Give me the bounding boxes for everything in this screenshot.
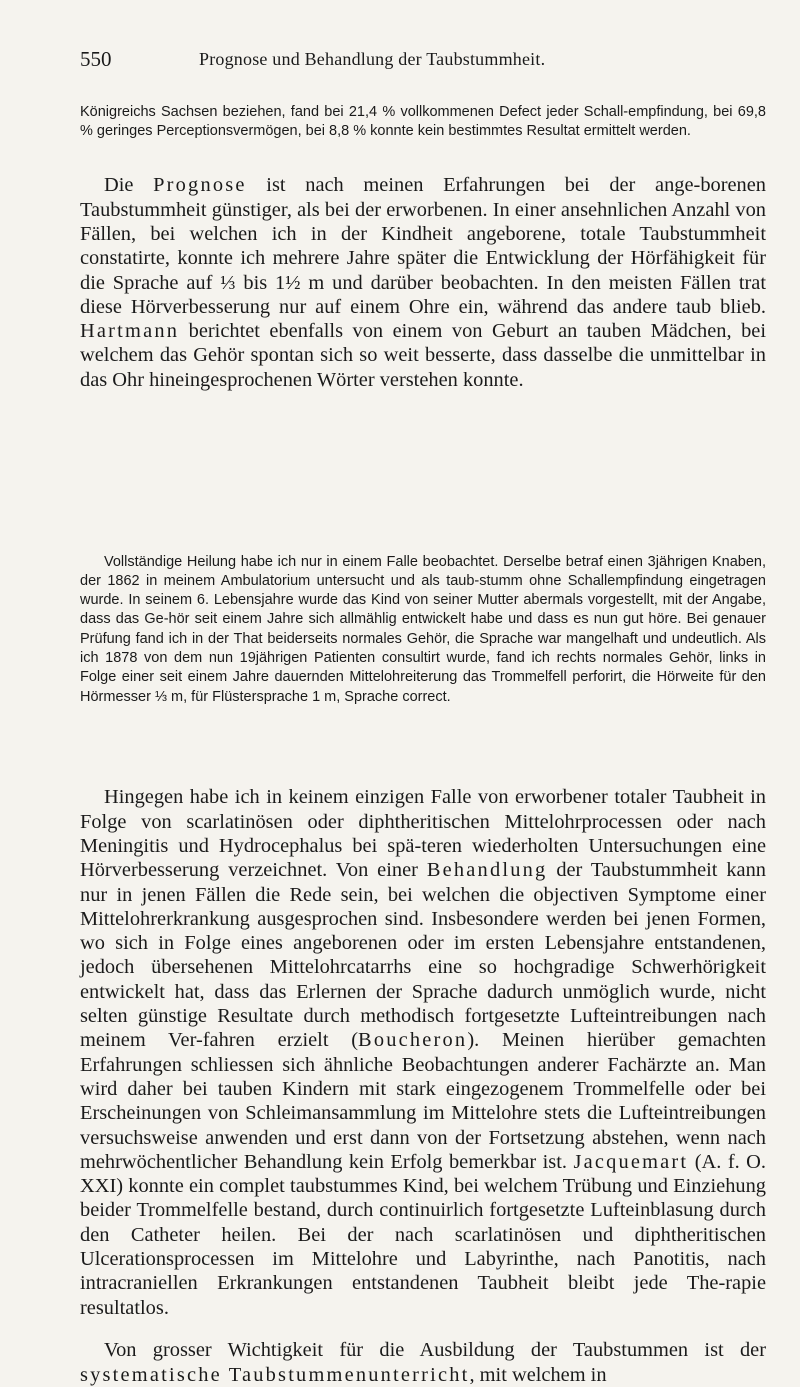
text-run: ist nach meinen Erfahrungen bei der ange-borenen Taubstummheit günstiger, als bei der erworbenen. In einer ansehnlichen Anzahl von Fällen, bei welchen ich in der Kindheit angeborene, totale Taubstummheit constatirte, konnte ich mehrere Jahre später die Entwicklung der Hörfähigkeit für die Sprache auf ⅓ bis 1½ m und darüber beobachten. In den meisten Fällen trat diese Hörverbesserung nur auf einem Ohre ein, während das andere taub blieb. — [80, 174, 766, 318]
running-title: Prognose und Behandlung der Taubstummheit. — [199, 49, 546, 69]
paragraph-unterricht — [80, 1338, 766, 1387]
text-run: ). Meinen hierüber gemachten Erfahrungen schliessen sich ähnliche Beobachtungen anderer Fachärzte an. Man wird daher bei tauben Kindern mit stark eingezogenem Trommelfelle oder bei Erscheinungen von Schleimansammlung im Mittelohre stets die Lufteintreibungen versuchsweise anwenden und erst dann von der Fortsetzung abstehen, wenn nach mehrwöchentlicher Behandlung kein Erfolg bemerkbar ist. — [80, 1029, 766, 1173]
spaced-name-jacquemart: Jacquemart — [573, 1150, 689, 1173]
text-run: berichtet ebenfalls von einem von Geburt an tauben Mädchen, bei welchem das Gehör spontan sich so weit besserte, dass dasselbe die unmittelbar in das Ohr hineingesprochenen Wörter verstehen konnte. — [80, 320, 766, 391]
spaced-term-unterricht: systematische Taubstummenunterricht — [80, 1363, 470, 1386]
spaced-name-hartmann: Hartmann — [80, 320, 180, 343]
text-run: Die — [104, 174, 154, 197]
paragraph-behandlung — [80, 785, 766, 1320]
paragraph-case-report: Vollständige Heilung habe ich nur in einem Falle beobachtet. Derselbe betraf einen 3jährigen Knaben, der 1862 in meinem Ambulatorium untersucht und als taub-stumm ohne Schallempfindung eingetragen wurde. In seinem 6. Lebensjahre wurde das Kind von seiner Mutter abermals vorgestellt, mit der Angabe, dass das Ge-hör seit einem Jahre sich allmählig entwickelt habe und dass es nun gut höre. Bei genauer Prüfung fand ich in der That beiderseits normales Gehör, die Sprache war mangelhaft und undeutlich. Als ich 1878 von dem nun 19jährigen Patienten consultirt wurde, fand ich rechts normales Gehör, links in Folge einer seit einem Jahre dauernden Mittelohreiterung das Trommelfell perforirt, die Hörweite für den Hörmesser ⅓ m, für Flüstersprache 1 m, Sprache correct. — [80, 553, 766, 705]
spaced-term-behandlung: Behandlung — [426, 859, 548, 882]
text-run: , mit welchem in — [469, 1363, 607, 1386]
text-run: Von grosser Wichtigkeit für die Ausbildung der Taubstummen ist der — [104, 1339, 766, 1362]
spaced-name-boucheron: Boucheron — [358, 1029, 468, 1052]
spaced-term-prognose: Prognose — [153, 174, 247, 197]
page-number: 550 — [80, 47, 112, 71]
text-run: der Taubstummheit kann nur in jenen Fällen die Rede sein, bei welchen die objectiven Symptome einer Mittelohrerkrankung ausgesprochen sind. Insbesondere werden bei jenen Formen, wo sich in Folge eines angeborenen oder im ersten Lebensjahre entstandenen, jedoch übersehenen Mittelohrcatarrhs eine so hochgradige Schwerhörigkeit entwickelt hat, dass das Erlernen der Sprache dadurch unmöglich wurde, nicht selten günstige Resultate durch methodisch fortgesetzte Lufteintreibungen nach meinem Ver-fahren erzielt ( — [80, 859, 766, 1052]
running-head — [80, 47, 766, 75]
paragraph-statistics: Königreichs Sachsen beziehen, fand bei 21,4 % vollkommenen Defect jeder Schall-empfindung, bei 69,8 % geringes Perceptionsvermögen, bei 8,8 % konnte kein bestimmtes Resultat ermittelt werden. — [80, 103, 766, 139]
text-run: Hingegen habe ich in keinem einzigen Falle von erworbener totaler Taubheit in Folge von scarlatinösen oder diphtheritischen Mittelohrprocessen oder nach Meningitis und Hydrocephalus bei spä-teren wiederholten Untersuchungen eine Hörverbesserung verzeichnet. Von einer — [80, 786, 766, 882]
text-run: (A. f. O. XXI) konnte ein complet taubstummes Kind, bei welchem Trübung und Einziehung beider Trommelfelle bestand, durch continuirlich fortgesetzte Lufteinblasung durch den Catheter heilen. Bei der nach scarlatinösen und diphtheritischen Ulcerationsprocessen im Mittelohre und Labyrinthe, nach Panotitis, nach intracraniellen Erkrankungen entstandenen Taubheit bleibt jede The-rapie resultatlos. — [80, 1150, 766, 1319]
paragraph-prognose — [80, 173, 766, 392]
